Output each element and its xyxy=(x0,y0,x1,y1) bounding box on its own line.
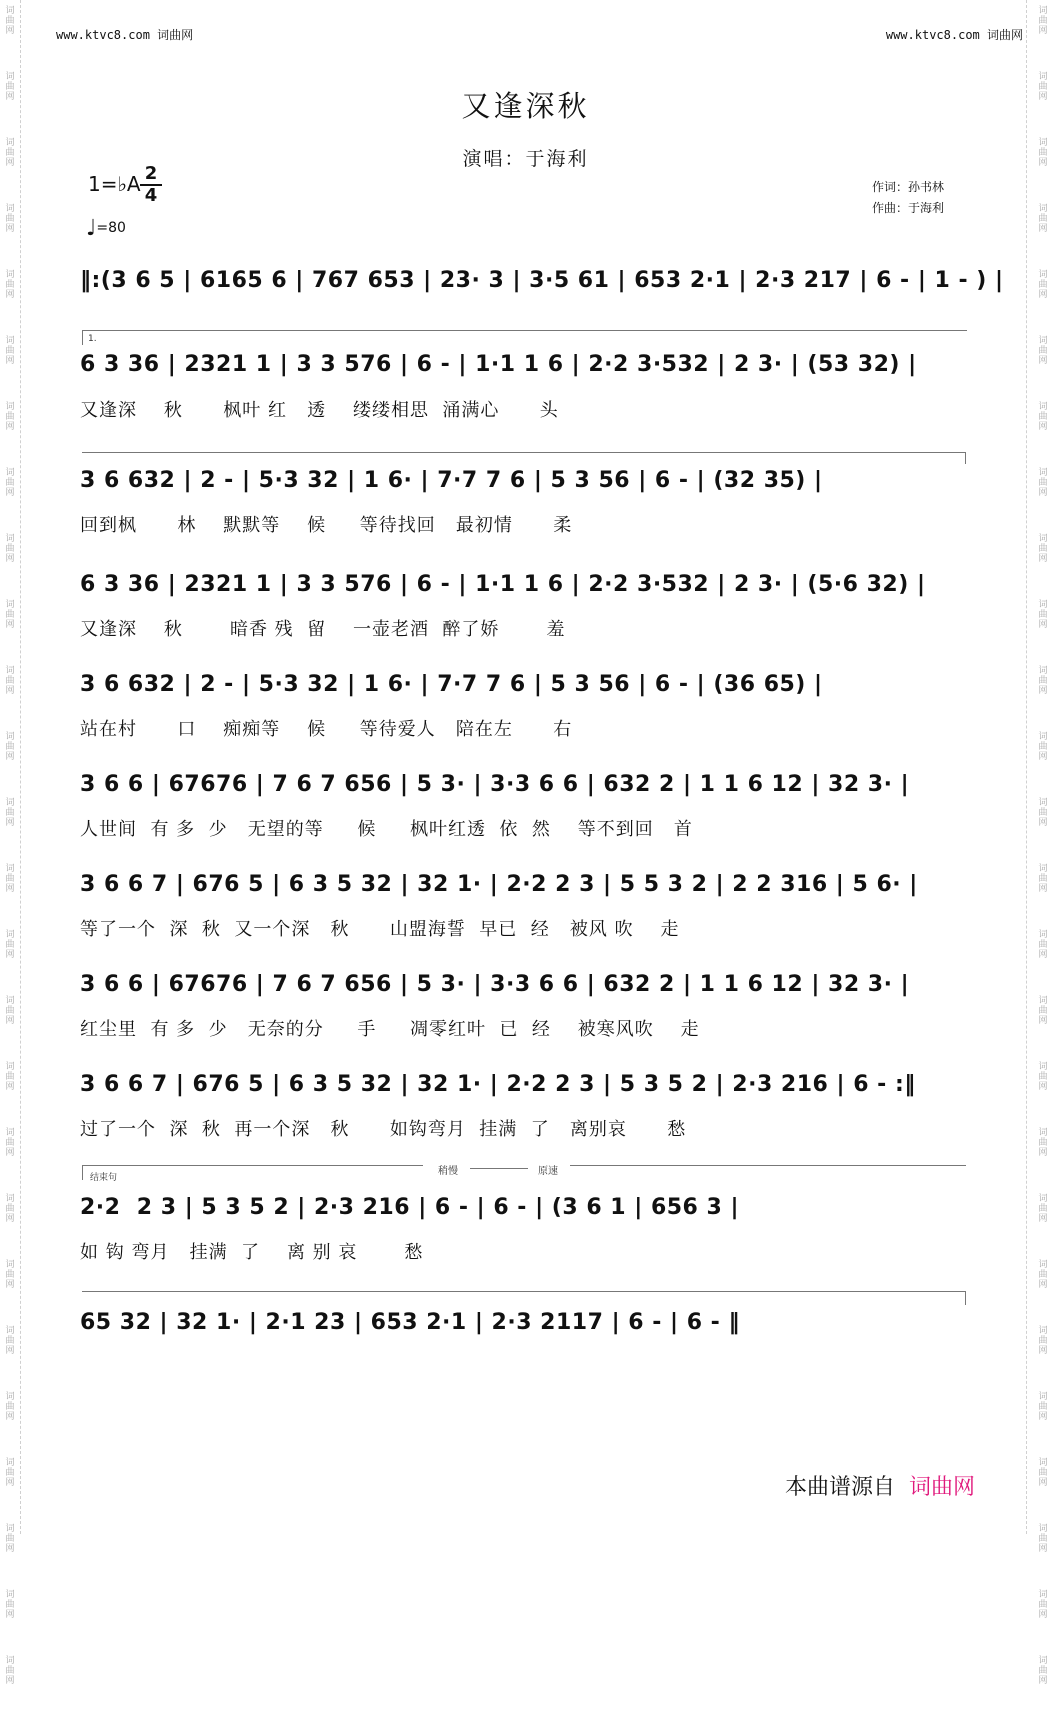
side-watermark-text: 词 曲 网 xyxy=(1038,1326,1048,1356)
side-watermark-text: 词 曲 网 xyxy=(5,1260,15,1290)
jianpu-notes: 3 6 6 7 | 676 5 | 6 3 5 32 | 32 1· | 2·2 2 3 | 5 3 5 2 | 2·3 216 | 6 - :‖ xyxy=(80,1072,916,1097)
time-signature xyxy=(140,164,162,206)
side-watermark-text: 词 曲 网 xyxy=(1038,468,1048,498)
side-watermark-text: 词 曲 网 xyxy=(5,1458,15,1488)
side-watermark-text: 词 曲 网 xyxy=(1038,6,1048,36)
side-watermark-text: 词 曲 网 xyxy=(1038,600,1048,630)
score-line-9 xyxy=(80,1072,970,1112)
side-watermark-text: 词 曲 网 xyxy=(5,1524,15,1554)
header-site-left[interactable]: www.ktvc8.com 词曲网 xyxy=(56,28,194,42)
score-line-11 xyxy=(80,1310,970,1350)
side-watermark-text: 词 曲 网 xyxy=(1038,204,1048,234)
right-dashed-border xyxy=(1026,0,1027,1534)
side-watermark-text: 词 曲 网 xyxy=(5,270,15,300)
ending-label: 结束句 xyxy=(90,1173,118,1183)
score-line-6 xyxy=(80,772,970,812)
score-line-7 xyxy=(80,872,970,912)
footer-source xyxy=(785,1470,975,1501)
side-watermark-text: 词 曲 网 xyxy=(5,534,15,564)
jianpu-notes: 6 3 36 | 2321 1 | 3 3 576 | 6 - | 1·1 1 6 | 2·2 3·532 | 2 3· | (5·6 32) | xyxy=(80,572,926,597)
slow-line xyxy=(470,1168,528,1169)
score-line-8 xyxy=(80,972,970,1012)
side-watermark-text: 词 曲 网 xyxy=(1038,1194,1048,1224)
side-watermark-text: 词 曲 网 xyxy=(5,468,15,498)
score-line-10 xyxy=(80,1195,970,1235)
side-watermark-text: 词 曲 网 xyxy=(5,930,15,960)
score-line-3 xyxy=(80,468,970,508)
side-watermark-text: 词 曲 网 xyxy=(5,996,15,1026)
jianpu-notes: 6 3 36 | 2321 1 | 3 3 576 | 6 - | 1·1 1 6 | 2·2 3·532 | 2 3· | (53 32) | xyxy=(80,352,917,377)
volta-label: 1. xyxy=(88,334,97,344)
score-line-2 xyxy=(80,352,970,392)
side-watermark-text: 词 曲 网 xyxy=(1038,1524,1048,1554)
jianpu-notes: ‖:(3 6 5 | 6165 6 | 767 653 | 23· 3 | 3·5 61 | 653 2·1 | 2·3 217 | 6 - | 1 - ) | xyxy=(80,268,1004,293)
slow-marking: 稍慢 xyxy=(438,1166,458,1177)
line-rule-2-end xyxy=(965,452,966,464)
tempo-marking xyxy=(86,216,126,241)
tempo-primo-marking: 原速 xyxy=(538,1166,558,1177)
lyrics-line: 又逢深 秋 枫叶 红 透 缕缕相思 涌满心 头 xyxy=(80,400,559,421)
side-watermark-text: 词 曲 网 xyxy=(5,336,15,366)
jianpu-notes: 3 6 6 | 67676 | 7 6 7 656 | 5 3· | 3·3 6 6 | 632 2 | 1 1 6 12 | 32 3· | xyxy=(80,772,910,797)
score-line-4 xyxy=(80,572,970,612)
side-watermark-text: 词 曲 网 xyxy=(1038,666,1048,696)
lyrics-line: 如 钩 弯月 挂满 了 离 别 哀 愁 xyxy=(80,1242,424,1263)
side-watermark-text: 词 曲 网 xyxy=(1038,930,1048,960)
side-watermark-text: 词 曲 网 xyxy=(5,732,15,762)
lyrics-line: 回到枫 林 默默等 候 等待找回 最初情 柔 xyxy=(80,515,573,536)
side-watermark-text: 词 曲 网 xyxy=(1038,1128,1048,1158)
lyrics-line: 红尘里 有 多 少 无奈的分 手 凋零红叶 已 经 被寒风吹 走 xyxy=(80,1019,700,1040)
side-watermark-text: 词 曲 网 xyxy=(1038,270,1048,300)
jianpu-notes: 3 6 6 | 67676 | 7 6 7 656 | 5 3· | 3·3 6 6 | 632 2 | 1 1 6 12 | 32 3· | xyxy=(80,972,910,997)
jianpu-notes: 65 32 | 32 1· | 2·1 23 | 653 2·1 | 2·3 2117 | 6 - | 6 - ‖ xyxy=(80,1310,740,1335)
side-watermark-text: 词 曲 网 xyxy=(1038,1062,1048,1092)
lyrics-line: 过了一个 深 秋 再一个深 秋 如钩弯月 挂满 了 离别哀 愁 xyxy=(80,1119,687,1140)
side-watermark-text: 词 曲 网 xyxy=(5,1128,15,1158)
side-watermark-text: 词 曲 网 xyxy=(5,798,15,828)
side-watermark-text: 词 曲 网 xyxy=(5,72,15,102)
side-watermark-text: 词 曲 网 xyxy=(5,1590,15,1620)
side-watermark-text: 词 曲 网 xyxy=(5,1392,15,1422)
side-watermark-text: 词 曲 网 xyxy=(1038,864,1048,894)
side-watermark-text: 词 曲 网 xyxy=(5,1194,15,1224)
meter-bottom: 4 xyxy=(144,185,158,206)
footer-brand-link[interactable]: 词曲网 xyxy=(909,1475,976,1500)
side-watermark-text: 词 曲 网 xyxy=(1038,996,1048,1026)
lyrics-line: 站在村 口 痴痴等 候 等待爱人 陪在左 右 xyxy=(80,719,573,740)
singer-line: 演唱：于海利 xyxy=(462,148,589,170)
footer-source-text: 本曲谱源自 xyxy=(785,1475,896,1500)
tempo-value: =80 xyxy=(96,220,126,236)
header-site-right[interactable]: www.ktvc8.com 词曲网 xyxy=(885,28,1023,42)
composer-credit: 作曲：于海利 xyxy=(872,201,945,215)
tempo-primo-line xyxy=(570,1165,966,1166)
lyrics-line: 又逢深 秋 暗香 残 留 一壶老酒 醉了娇 羞 xyxy=(80,619,566,640)
jianpu-notes: 3 6 632 | 2 - | 5·3 32 | 1 6· | 7·7 7 6 | 5 3 56 | 6 - | (32 35) | xyxy=(80,468,823,493)
final-line-rule xyxy=(82,1291,966,1292)
lyrics-line: 等了一个 深 秋 又一个深 秋 山盟海誓 早已 经 被风 吹 走 xyxy=(80,919,680,940)
side-watermark-text: 词 曲 网 xyxy=(1038,1656,1048,1686)
side-watermark-text: 词 曲 网 xyxy=(1038,732,1048,762)
side-watermark-text: 词 曲 网 xyxy=(1038,534,1048,564)
jianpu-notes: 2·2 2 3 | 5 3 5 2 | 2·3 216 | 6 - | 6 - | (3 6 1 | 656 3 | xyxy=(80,1195,740,1220)
side-watermark-text: 词 曲 网 xyxy=(1038,798,1048,828)
side-watermark-left xyxy=(4,0,16,1686)
side-watermark-text: 词 曲 网 xyxy=(1038,1590,1048,1620)
side-watermark-right xyxy=(1037,0,1049,1686)
side-watermark-text: 词 曲 网 xyxy=(5,138,15,168)
side-watermark-text: 词 曲 网 xyxy=(5,864,15,894)
jianpu-notes: 3 6 6 7 | 676 5 | 6 3 5 32 | 32 1· | 2·2 2 3 | 5 5 3 2 | 2 2 316 | 5 6· | xyxy=(80,872,918,897)
side-watermark-text: 词 曲 网 xyxy=(5,1656,15,1686)
lyricist-credit: 作词：孙书林 xyxy=(872,180,945,194)
side-watermark-text: 词 曲 网 xyxy=(5,1326,15,1356)
key-signature: 1=♭A xyxy=(88,172,141,196)
score-line-1 xyxy=(80,268,1004,308)
side-watermark-text: 词 曲 网 xyxy=(1038,1458,1048,1488)
final-line-rule-end xyxy=(965,1291,966,1305)
volta-bracket xyxy=(82,330,967,345)
side-watermark-text: 词 曲 网 xyxy=(1038,336,1048,366)
left-dashed-border xyxy=(20,0,21,1534)
side-watermark-text: 词 曲 网 xyxy=(1038,72,1048,102)
side-watermark-text: 词 曲 网 xyxy=(5,402,15,432)
jianpu-notes: 3 6 632 | 2 - | 5·3 32 | 1 6· | 7·7 7 6 | 5 3 56 | 6 - | (36 65) | xyxy=(80,672,823,697)
score-line-5 xyxy=(80,672,970,712)
ending-bracket xyxy=(82,1165,423,1180)
song-title: 又逢深秋 xyxy=(461,89,590,123)
side-watermark-text: 词 曲 网 xyxy=(5,666,15,696)
line-rule-2 xyxy=(82,452,966,453)
side-watermark-text: 词 曲 网 xyxy=(5,6,15,36)
side-watermark-text: 词 曲 网 xyxy=(1038,1260,1048,1290)
side-watermark-text: 词 曲 网 xyxy=(1038,138,1048,168)
side-watermark-text: 词 曲 网 xyxy=(5,204,15,234)
side-watermark-text: 词 曲 网 xyxy=(1038,402,1048,432)
lyrics-line: 人世间 有 多 少 无望的等 候 枫叶红透 依 然 等不到回 首 xyxy=(80,819,693,840)
side-watermark-text: 词 曲 网 xyxy=(1038,1392,1048,1422)
side-watermark-text: 词 曲 网 xyxy=(5,1062,15,1092)
quarter-note-icon: ♩ xyxy=(86,216,97,241)
meter-top: 2 xyxy=(140,164,162,186)
side-watermark-text: 词 曲 网 xyxy=(5,600,15,630)
